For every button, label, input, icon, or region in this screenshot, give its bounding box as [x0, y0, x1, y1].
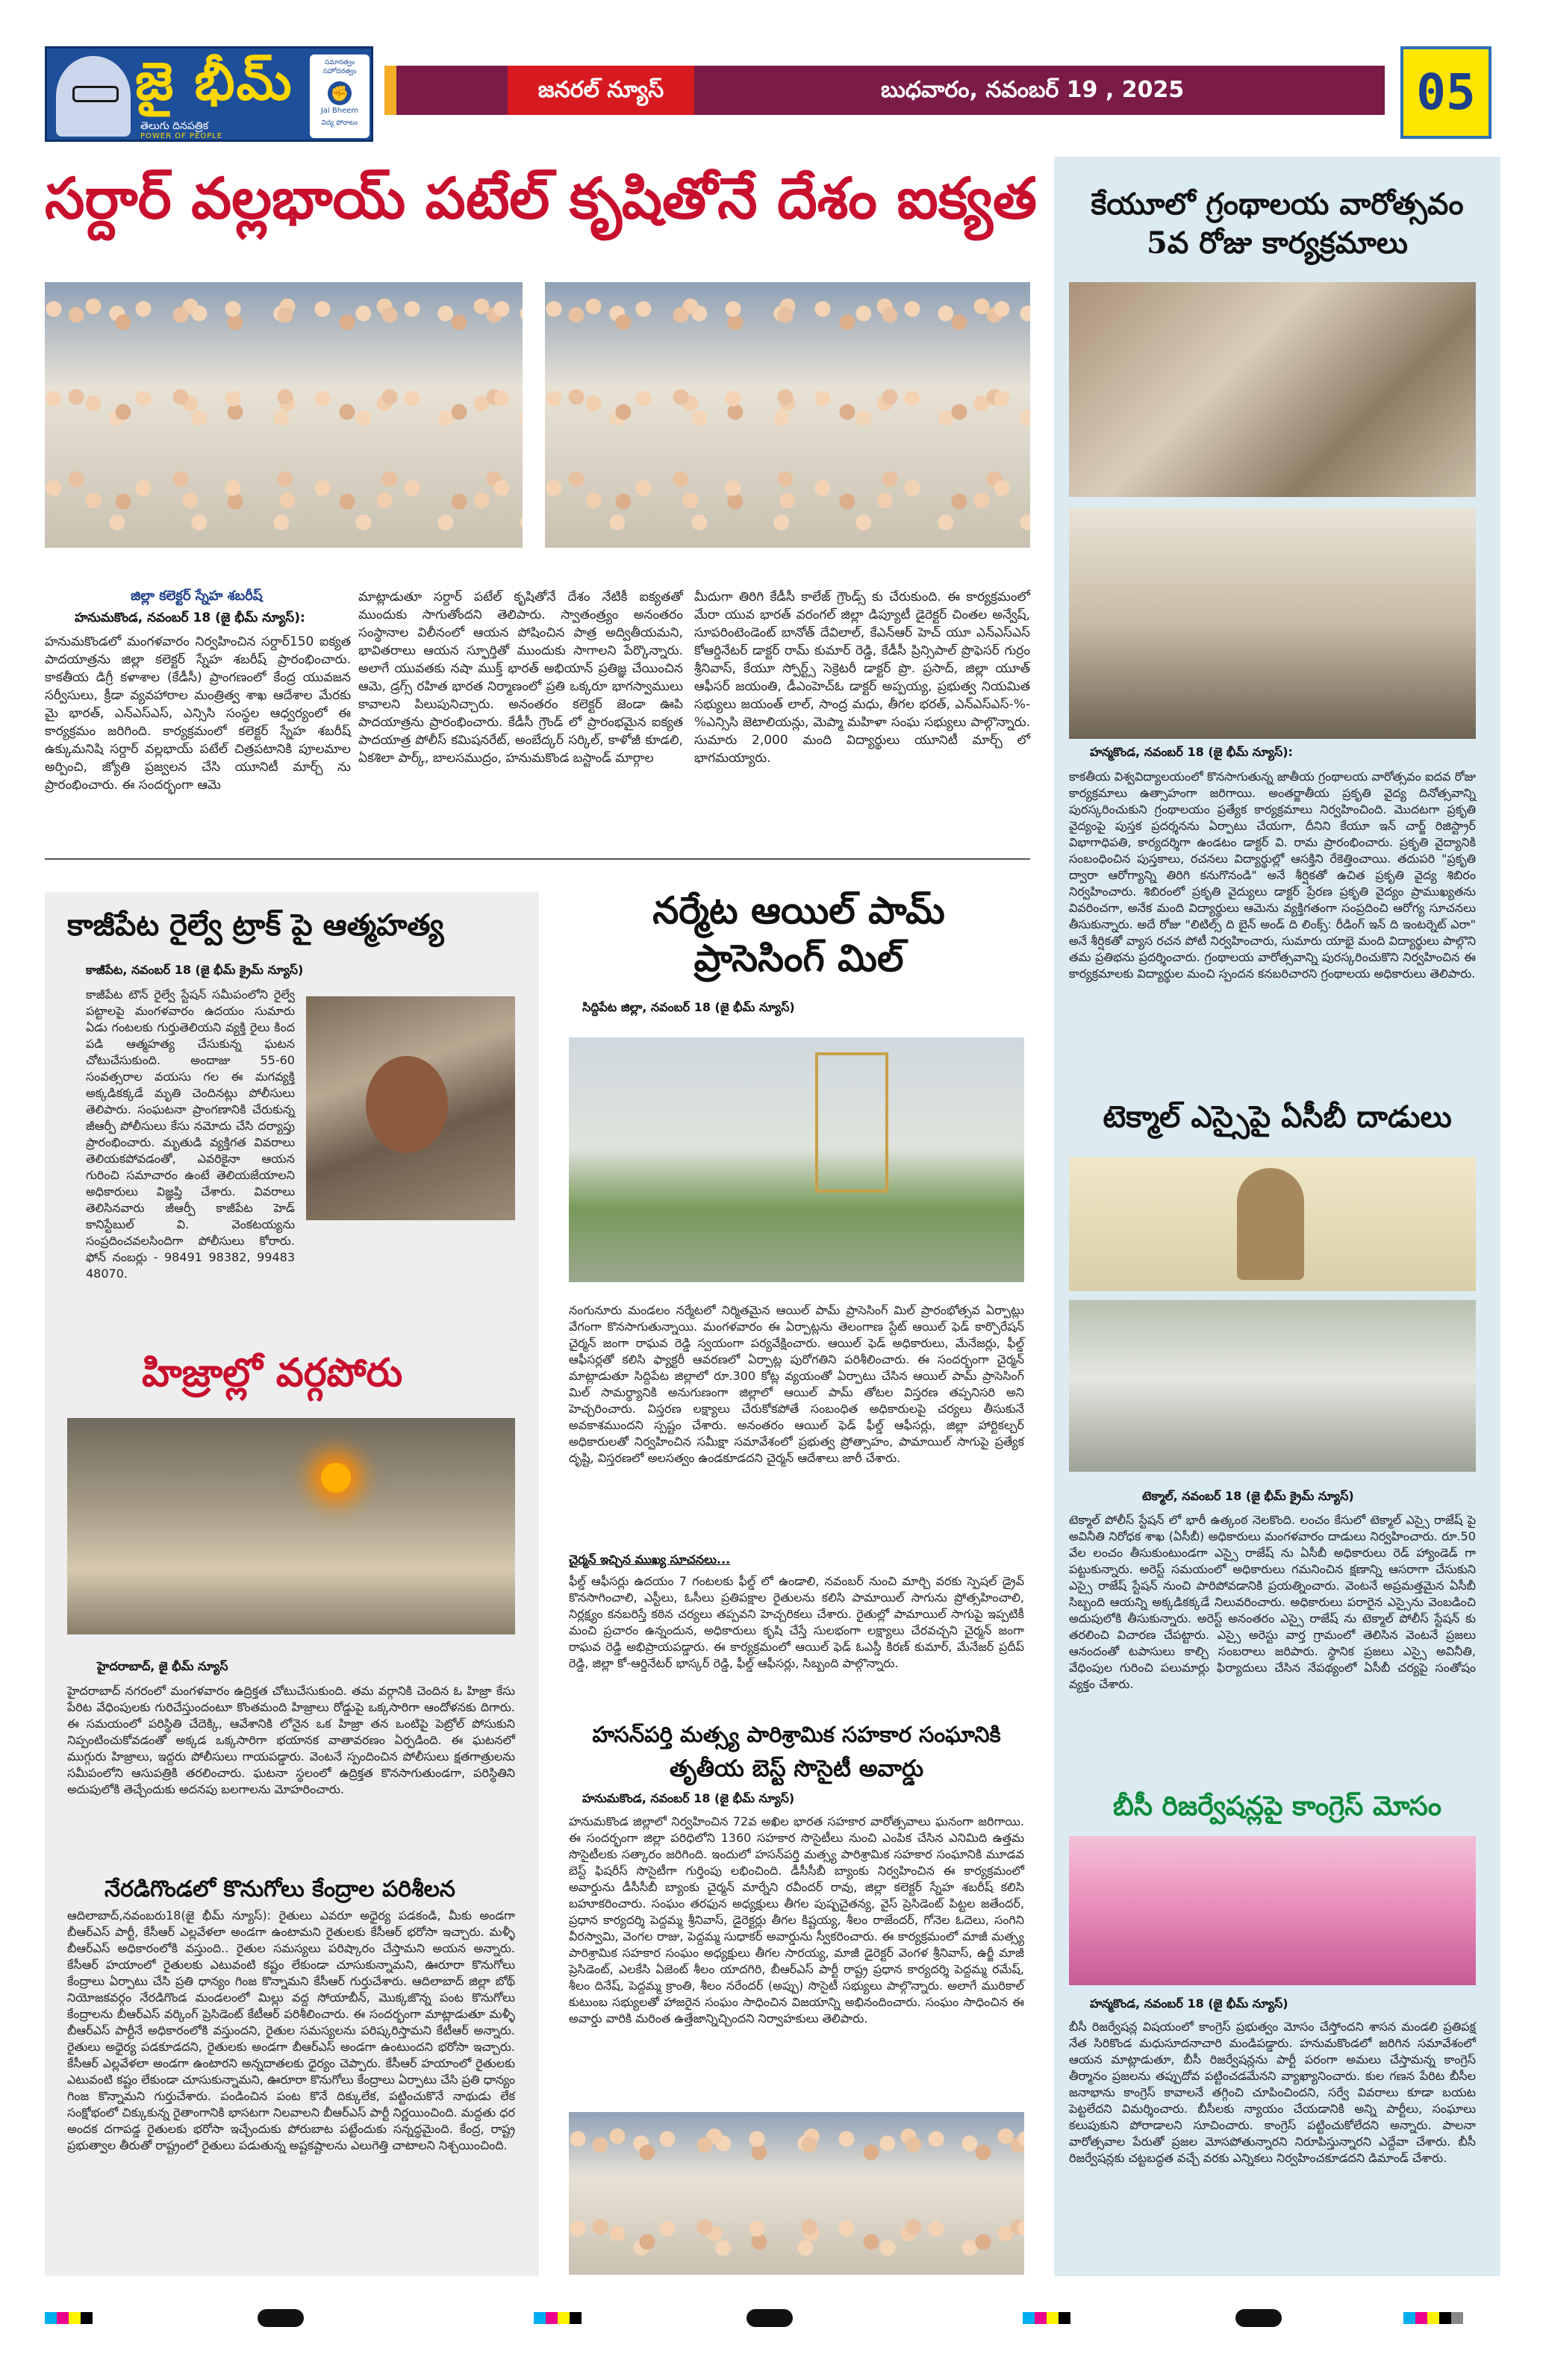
- suicide-body: కాజీపేట టౌన్ రైల్వే స్టేషన్ సమీపంలోని రైల్వే పట్టాలపై మంగళవారం ఉదయం సుమారు ఏడు గంటలకు గుర్తుతెలియని వ్యక్తి రైలు కింద పడి ఆత్మహత్య చేసుకున్న ఘటన చోటుచేసుకుంది. అందాజు 55-60 సంవత్సరాల వయసు గల ఈ మగవ్యక్తి అక్కడికక్కడే మృతి చెందినట్లు పోలీసులు తెలిపారు. సంఘటనా ప్రాంగణానికి చేరుకున్న జీఆర్పీ పోలీసులు కేసు నమోదు చేసి దర్యాప్తు ప్రారంభించారు. మృతుడి వ్యక్తిగత వివరాలు తెలియకపోవడంతో, ఎవరికైనా ఆయన గురించి సమాచారం ఉంటే తెలియజేయాలని అధికారులు విజ్ఞప్తి చేశారు. వివరాలు తెలిసినవారు జీఆర్పీ కాజీపేట హెడ్ కానిస్టేబుల్ వి. వెంకటయ్యను సంప్రదించవలసిందిగా పోలీసులు కోరారు. ఫోన్ నంబర్లు - 98491 98382, 99483 48070.: [86, 987, 295, 1281]
- suicide-headline: కాజీపేట రైల్వే ట్రాక్ పై ఆత్మహత్య: [67, 908, 444, 943]
- library-headline-line2: 5వ రోజు కార్యక్రమాలు: [1147, 225, 1408, 260]
- logo-name: జై భీమ్: [135, 50, 293, 112]
- fisheries-headline-line1: హసన్‌పర్తి మత్స్య పారిశ్రామిక సహకార సంఘానికి: [592, 1722, 1001, 1747]
- emblem-name: Jai Bheem: [320, 107, 359, 115]
- logo-tagline: తెలుగు దినపత్రిక: [140, 120, 209, 132]
- fisheries-dateline: హనుమకొండ, నవంబర్ 18 (జై భీమ్ న్యూస్): [582, 1791, 795, 1805]
- oilpalm-headline: నర్మేట ఆయిల్ పామ్ ప్రాసెసింగ్ మిల్: [652, 888, 945, 980]
- ambedkar-portrait-icon: [56, 56, 131, 137]
- section-category: జనరల్ న్యూస్: [508, 66, 694, 115]
- hijra-headline: హిజ్రాల్లో వర్గపోరు: [142, 1350, 403, 1396]
- oilpalm-subhead: చైర్మన్ ఇచ్చిన ముఖ్య సూచనలు...: [569, 1552, 731, 1567]
- hijra-photo: [67, 1418, 515, 1634]
- fisheries-headline-line2: తృతీయ బెస్ట్ సొసైటీ అవార్డు: [669, 1755, 924, 1782]
- bc-dateline: హన్మకొండ, నవంబర్ 18 (జై భీమ్ న్యూస్): [1090, 1996, 1288, 2011]
- library-photo-1: [1069, 282, 1476, 497]
- fisheries-body: హనుమకొండ జిల్లాలో నిర్వహించిన 72వ అఖిల భారత సహకార వారోత్సవాలు ఘనంగా జరిగాయి. ఈ సందర్భంగా జిల్లా పరిధిలోని 1360 సహకార సొసైటీలు నుంచి ఎంపిక చేసిన ఎనిమిది ఉత్తమ సొసైటీలకు సత్కారం జరిగింది. ఇందులో హసన్‌పర్తి మత్స్య పారిశ్రామిక సహకార సంఘానికి మూడవ బెస్ట్ ఫిషరీస్ సొసైటీగా గుర్తింపు లభించింది. డీసీసీబీ బ్యాంకు నిర్వహించిన ఈ కార్యక్రమంలో అవార్డును డీసీసీబీ బ్యాంకు చైర్మన్ మార్నేని రవీందర్ రావు, జిల్లా కలెక్టర్ స్నేహ శబరీష్ కలిసి బహూకరించారు. సంఘం తరఫున అధ్యక్షులు తీగల పుష్పచైతన్య, వైస్ ప్రెసిడెంట్ పిట్టల జతేందర్, ప్రధాన కార్యదర్శి పెద్దమ్మ శ్రీనివాస్, డైరెక్టర్లు తీగల కిష్టయ్య, శీలం రాజేందర్, గోనెల ఓదెలు, సంగిని వీరస్వామి, వెంగల రాజు, పెద్దమ్మ సుధాకర్ అవార్డును స్వీకరించారు. ఈ కార్యక్రమంలో మాజీ మత్స్య పారిశ్రామిక సహకార సంఘం అధ్యక్షులు తీగల సారయ్య, మాజీ డైరెక్టర్ వెంగళ శ్రీనివాస్, ఉర్జీ మాజీ ప్రెసిడెంట్, ఎలకేసి ఏజెంట్ శీలం యాదగిరి, బీఆర్ఎస్ పార్టీ రాష్ట్ర ప్రధాన కార్యదర్శి పెద్దమ్మ రమేష్, శీలం దినేష్, పెద్దమ్మ క్రాంతి, శీలం నరేందర్ (అప్పు) సొసైటీ సభ్యులు పాల్గొన్నారు. అలాగే మురికాల్ కుటుంబ సభ్యులతో హాజరైన సంఘం సాధించిన విజయాన్ని అభినందించారు. సంఘం సాధించిన ఈ అవార్డు వారికి మరింత ఉత్తేజాన్నిచ్చిందని నిర్వాహకులు తెలిపారు.: [569, 1814, 1024, 2026]
- acb-crackers-photo: [1069, 1300, 1476, 1472]
- acb-body: టెక్మాల్ పోలీస్ స్టేషన్ లో భారీ ఉత్కంఠ నెలకొంది. లంచం కేసులో టెక్మాల్ ఎస్సై రాజేష్ పై అవినీతి నిరోధక శాఖ (ఏసీబీ) అధికారులు మంగళవారం దాడులు నిర్వహించారు. రూ.50 వేల లంచం తీసుకుంటుండగా ఎస్సై రాజేష్ ను ఏసీబీ అధికారులు రెడ్ హ్యాండెడ్ గా పట్టుకున్నారు. అరెస్ట్ సమయంలో అధికారులు గమనించిన క్షణాన్ని ఆసరాగా చేసుకుని ఎస్సై రాజేష్ స్టేషన్ నుంచి పారిపోవడానికి ప్రయత్నించారు. వెంటనే అప్రమత్తమైన ఏసీబీ సిబ్బంది ఆయన్ని అక్కడికక్కడే నిలువరించారు. అధికారులు పరారైన ఎస్సైను వెంబడించి అదుపులోకి తీసుకున్నారు. అరెస్ట్ అనంతరం ఎస్సై రాజేష్ ను టెక్మాల్ పోలీస్ స్టేషన్ కు తరలించి విచారణ చేపట్టారు. ఎస్సై అరెస్టు వార్త గ్రామంలో తెలిసిన వెంటనే ప్రజలు ఆనందంతో టపాసులు కాల్చి సంబరాలు జరిపారు. స్థానిక ప్రజలు ఎస్సై అవినీతి, వేధింపుల గురించి పలుమార్లు ఫిర్యాదులు చేసిన నేపథ్యంలో ఏసీబీ చర్యపై సంతోషం వ్యక్తం చేశారు.: [1069, 1513, 1476, 1691]
- lead-headline: సర్దార్ వల్లభాయ్ పటేల్ కృషితోనే దేశం ఐక్యత: [45, 165, 1037, 231]
- bc-headline: బీసీ రిజర్వేషన్లపై కాంగ్రెస్ మోసం: [1112, 1790, 1442, 1822]
- lead-dateline: హనుమకొండ, నవంబర్ 18 (జై భీమ్ న్యూస్):: [75, 610, 305, 625]
- lead-photo-march: [545, 282, 1030, 548]
- registration-mark-1: [258, 2309, 304, 2327]
- si-portrait-icon: [1237, 1168, 1304, 1280]
- oilpalm-dateline: సిద్దిపేట జిల్లా, నవంబర్ 18 (జై భీమ్ న్యూస్): [582, 1000, 795, 1014]
- procurement-headline: నేరడిగొండలో కొనుగోలు కేంద్రాల పరిశీలన: [105, 1876, 455, 1902]
- fisheries-award-photo: [569, 2112, 1024, 2275]
- acb-si-photo: [1069, 1157, 1476, 1291]
- lead-divider: [45, 858, 1030, 860]
- suicide-dateline: కాజీపేట, నవంబర్ 18 (జై భీమ్ క్రైమ్ న్యూస్): [86, 963, 304, 977]
- oilpalm-photo: [569, 1037, 1024, 1282]
- oilpalm-body: నంగునూరు మండలం నర్మేటలో నిర్మితమైన ఆయిల్ పామ్ ప్రాసెసింగ్ మిల్ ప్రారంభోత్సవ ఏర్పాట్లు వేగంగా కొనసాగుతున్నాయి. మంగళవారం ఈ ఏర్పాట్లను తెలంగాణ స్టేట్ ఆయిల్ ఫెడ్ కార్పొరేషన్ చైర్మన్ జంగా రాఘవ రెడ్డి స్వయంగా పర్యవేక్షించారు. ఆయిల్ ఫెడ్ అధికారులు, మేనేజర్లు, ఫీల్డ్ ఆఫీసర్లతో కలిసి ఫ్యాక్టరీ ఆవరణలో ఏర్పాట్ల పురోగతిని పరిశీలించారు. ఈ సందర్భంగా చైర్మన్ మాట్లాడుతూ సిద్దిపేట జిల్లాలో రూ.300 కోట్ల వ్యయంతో ఏర్పాటు చేసిన ఆయిల్ పామ్ ప్రాసెసింగ్ మిల్ సామర్థ్యానికి అనుగుణంగా జిల్లాలో ఆయిల్ పామ్ తోటల విస్తరణ తప్పనిసరి అని హెచ్చరించారు. విస్తరణ లక్ష్యాలు చేరుకోకపోతే సంబంధిత అధికారులపై చర్యలు తీసుకునే అవకాశముందని స్పష్టం చేశారు. అనంతరం ఆయిల్ ఫెడ్ ఫీల్డ్ ఆఫీసర్లు, జిల్లా హార్టికల్చర్ అధికారులతో నిర్వహించిన సమీక్షా సమావేశంలో ప్రభుత్వ ప్రోత్సాహం, పామాయిల్ సాగుపై ప్రత్యేక దృష్టి, విస్తరణలో అలసత్వం ఉండకూడదని చైర్మన్ ఆదేశాలు జారీ చేశారు.: [569, 1303, 1024, 1465]
- lead-photo-collector: [45, 282, 523, 548]
- color-bar-left: [45, 2312, 93, 2324]
- lead-photo-caption: జిల్లా కలెక్టర్ స్నేహ శబరీష్: [131, 588, 263, 604]
- color-bar-center: [534, 2312, 582, 2324]
- emblem-bottom-text: విద్య పోరాటం: [321, 119, 358, 127]
- library-photo-2: [1069, 507, 1476, 739]
- emblem-circle-icon: ✊: [328, 81, 352, 105]
- acb-headline: టెక్మాల్ ఎస్సైపై ఏసీబీ దాడులు: [1103, 1099, 1452, 1134]
- registration-mark-3: [1235, 2309, 1282, 2327]
- issue-date: బుధవారం, నవంబర్ 19 , 2025: [881, 77, 1185, 103]
- hijra-dateline: హైదరాబాద్, జై భీమ్ న్యూస్: [97, 1659, 228, 1673]
- library-dateline: హన్మకొండ, నవంబర్ 18 (జై భీమ్ న్యూస్):: [1090, 745, 1293, 759]
- bc-body: బీసీ రిజర్వేషన్ల విషయంలో కాంగ్రెస్ ప్రభుత్వం మోసం చేస్తోందని శాసన మండలి ప్రతిపక్ష నేత సిరికొండ మధుసూదనాచారి మండిపడ్డారు. హనుమకొండలో జరిగిన సమావేశంలో ఆయన మాట్లాడుతూ, బీసీ రిజర్వేషన్లను పార్టీ పరంగా అమలు చేస్తామన్న కాంగ్రెస్ తీర్మానం ప్రజలను తప్పుదోవ పట్టించడమేనని వ్యాఖ్యానించారు. కుల గణన పేరిట బీసీల జనాభాను కాంగ్రెస్ కావాలనే తగ్గించి చూపించిందని, సర్వే వివరాలు కూడా బయట పెట్టలేదని విమర్శించారు. బీసీలకు న్యాయం చేయడానికి అన్ని పార్టీలు, సంఘాలు కలుపుకుని పోరాడాలని సూచించారు. కాంగ్రెస్ పట్టించుకోలేదని అన్నారు. పాలనా వారోత్సవాల పేరుతో ప్రజల మోసపోతున్నారని నిరూపిస్తున్నారని ఎద్దేవా చేశారు. బీసీ రిజర్వేషన్లకు చట్టబద్ధత వచ్చే వరకు ఎన్నికలు నిర్వహించకూడదని డిమాండ్ చేశారు.: [1069, 2020, 1476, 2165]
- scaffold-icon: [815, 1052, 888, 1193]
- victim-face-icon: [366, 1056, 448, 1153]
- header-ribbon-accent: [384, 66, 396, 115]
- procurement-body: ఆదిలాబాద్,నవంబరు18(జై భీమ్ న్యూస్): రైతులు ఎవరూ అధైర్య పడకండి, మీకు అండగా బీఆర్ఎస్ పార్టీ, కేసీఆర్ ఎల్లవేళలా అండగా ఉంటామని రైతులకు కేసీఆర్ భరోసా ఇచ్చారు. మళ్ళీ బీఆర్ఎస్ అధికారంలోకి వస్తుంది.. రైతుల సమస్యలు పరిష్కారం చేస్తామని అయన అన్నారు. కేసీఆర్ హయాంలో రైతులకు ఎటువంటి కష్టం లేకుండా చూసుకున్నామని, ఊరూరా కొనుగోలు కేంద్రాలు ఏర్పాటు చేసి ప్రతి ధాన్యం గింజ కొన్నామని కేసీఆర్ గుర్తుచేశారు. ఆదిలాబాద్ జిల్లా బోథ్ నియోజకవర్గం నేరడిగొండ మండలంలో మిల్లు వద్ద సోయాబీన్, మొక్కజొన్న పంట కొనుగోలు కేంద్రాలను బీఆర్ఎస్ వర్కింగ్ ప్రెసిడెంట్ కేటీఆర్ పరిశీలించారు. ఈ సందర్భంగా మాట్లాడుతూ మళ్ళీ బీఆర్ఎస్ పార్టీనే అధికారంలోకి వస్తుందని, రైతుల సమస్యలను పరిష్కరిస్తామని కేటీఆర్ అన్నారు. రైతులు అధైర్య పడకూడదని, రైతులకు అండగా బీఆర్ఎస్ అండగా ఉంటుందని భరోసా ఇచ్చారు. కేసీఆర్ ఎల్లవేళలా అండగా ఉంటారని అన్నదాతలకు ధైర్యం చెప్పారు. కేసీఆర్ హయాంలో రైతులకు ఎటువంటి కష్టం లేకుండా చూసుకున్నామని, ఊరూరా కొనుగోలు కేంద్రాలు ఏర్పాటు చేసి ప్రతి ధాన్యం గింజ కొన్నామని గుర్తుచేశారు. పండించిన పంట కొనే దిక్కులేక, పట్టించుకొనే నాథుడు లేక సంక్షోభంలో చిక్కుకున్న రైతాంగానికి భాసటగా నిలవాలని బీఆర్ఎస్ పార్టీ నిర్ణయించింది. మద్దతు ధర అందక దగాపడ్డ రైతులకు భరోసా ఇచ్చేందుకు పోరుబాట పట్టేందుకు సన్నద్ధమైంది. కేంద్ర, రాష్ట్ర ప్రభుత్వాల తీరుతో రాష్ట్రంలో రైతులు పడుతున్న అష్టకష్టాలను ఎలుగెత్తి చాటాలని నిశ్చయించింది.: [67, 1908, 515, 2152]
- logo-emblem: [310, 54, 370, 138]
- suicide-photo: [306, 996, 515, 1220]
- hijra-body: హైదరాబాద్ నగరంలో మంగళవారం ఉద్రిక్తత చోటుచేసుకుంది. తమ వర్గానికి చెందిన ఓ హిజ్రా కేసు పేరిట వేధింపులకు గురిచేస్తుందంటూ కొంతమంది హిజ్రాలు రోడ్డుపై ఒక్కసారిగా ఆందోళనకు దిగారు. ఈ సమయంలో పరిస్థితి చేదెక్కి, ఆవేశానికి లోనైన ఒక హిజ్రా తన ఒంటిపై పెట్రోల్ పోసుకుని నిప్పంటించుకోవడంతో అక్కడ ఒక్కసారిగా భయానక వాతావరణం ఏర్పడింది. ఈ ఘటనలో ముగ్గురు హిజ్రాలు, ఇద్దరు పోలీసులు గాయపడ్డారు. వెంటనే స్పందించిన పోలీసులు క్షతగాత్రులను సమీపంలోని ఆసుపత్రికి తరలించారు. ఘటనా స్థలంలో ఉద్రిక్తత కొనసాగుతుండగా, పరిస్థితిని అదుపులోకి తెచ్చేందుకు అదనపు బలగాలను మోహరించారు.: [67, 1684, 515, 1796]
- library-headline-line1: కేయూలో గ్రంథాలయ వారోత్సవం: [1091, 187, 1464, 222]
- logo-power: POWER OF PEOPLE: [140, 132, 223, 140]
- registration-mark-2: [746, 2309, 793, 2327]
- bc-press-photo: [1069, 1836, 1476, 1985]
- lead-body-col1: హనుమకొండలో మంగళవారం నిర్వహించిన సర్దార్150 ఐక్యత పాదయాత్రను జిల్లా కలెక్టర్ స్నేహ శబరీష్ ప్రారంభించారు. కాకతీయ డిగ్రీ కళాశాల (కేడీసీ) ప్రాంగణంలో కేంద్ర యువజన సర్వీసులు, క్రీడా వ్యవహారాల మంత్రిత్వ శాఖ ఆదేశాల మేరకు మై భారత్, ఎన్ఎస్ఎస్, ఎన్సిసి సంస్థల ఆధ్వర్యంలో ఈ కార్యక్రమం జరిగింది. కార్యక్రమంలో కలెక్టర్ స్నేహ శబరీష్ ఉక్కుమనిషి సర్దార్ వల్లభాయ్ పటేల్ చిత్రపటానికి పూలమాల అర్పించి, జ్యోతి ప్రజ్వలన చేసి యూనిటీ మార్చ్ ను ప్రారంభించారు. ఈ సందర్భంగా ఆమె: [45, 634, 351, 793]
- lead-body-col2: మాట్లాడుతూ సర్దార్ పటేల్ కృషితోనే దేశం నేటికీ ఐక్యతతో ముందుకు సాగుతోందని తెలిపారు. స్వాతంత్ర్యం అనంతరం సంస్థానాల విలీనంలో ఆయన పోషించిన పాత్ర అద్వితీయమని, భావితరాలు ఆయన స్ఫూర్తితో ముందుకు సాగాలని పేర్కొన్నారు. అలాగే యువతకు నషా ముక్త్ భారత్ అభియాన్ ప్రతిజ్ఞ చేయించిన ఆమె, డ్రగ్స్ రహిత భారత నిర్మాణంలో ప్రతి ఒక్కరూ భాగస్వాములు కావాలని పిలుపునిచ్చారు. అనంతరం కలెక్టర్ జెండా ఊపి పాదయాత్రను ప్రారంభించారు. కేడీసీ గ్రౌండ్ లో ప్రారంభమైన ఐక్యత పాదయాత్ర పోలీస్ కమిషనరేట్, అంబేద్కర్ సర్కిల్, కాళోజీ కూడలి, ఏకశిలా పార్క్, బాలసముద్రం, హనుమకొండ బస్టాండ్ మార్గాల: [358, 590, 683, 766]
- lead-body-col3: మీదుగా తిరిగి కేడీసీ కాలేజ్ గ్రౌండ్స్ కు చేరుకుంది. ఈ కార్యక్రమంలో మేరా యువ భారత్ వరంగల్ జిల్లా డిప్యూటీ డైరెక్టర్ చింతల అన్వేష్, సూపరింటెండెంట్ బానోత్ దేవిలాల్, కేఎన్ఆర్ హెచ్ యూ ఎన్ఎస్ఎస్ కోఆర్డినేటర్ డాక్టర్ రామ్ కుమార్ రెడ్డి, కేడీసీ ప్రిన్సిపాల్ ప్రొఫెసర్ గుర్రం శ్రీనివాస్, కేయూ స్పోర్ట్స్ సెక్రెటరీ డాక్టర్ ప్రొ. ప్రసాద్, జిల్లా యూత్ ఆఫీసర్ జయంతి, డీఎంహెచ్ఓ డాక్టర్ అప్పయ్య, ప్రభుత్వ నియమిత సభ్యులు జయంత్ లాల్, సాంద్ర మధు, తీగల భరత్, ఎన్ఎస్ఎస్-%-%ఎన్సిసి జెటాలియన్లు, మెప్మా మహిళా సంఘ సభ్యులు పాల్గొన్నారు. సుమారు 2,000 మంది విద్యార్థులు యూనిటీ మార్చ్ లో భాగమయ్యారు.: [694, 590, 1030, 766]
- color-bar-right: [1023, 2312, 1070, 2324]
- page-number: 05: [1400, 46, 1491, 139]
- emblem-top-text: సమానత్వం సహోదరత్వం: [322, 59, 357, 75]
- acb-dateline: టెక్మాల్, నవంబర్ 18 (జై భీమ్ క్రైమ్ న్యూస్): [1142, 1489, 1354, 1503]
- fire-icon: [321, 1463, 351, 1493]
- color-bar-far-right: [1403, 2312, 1463, 2324]
- library-body: కాకతీయ విశ్వవిద్యాలయంలో కొనసాగుతున్న జాతీయ గ్రంథాలయ వారోత్సవం ఐదవ రోజు కార్యక్రమాలు ఉత్సాహంగా జరిగాయి. అంతర్జాతీయ ప్రకృతి వైద్య దినోత్సవాన్ని పురస్కరించుకుని గ్రంథాలయం ప్రత్యేక కార్యక్రమాలు నిర్వహించింది. మొదటగా ప్రకృతి వైద్యంపై పుస్తక ప్రదర్శనను ఏర్పాటు చేయగా, దీనిని కేయూ ఇన్ చార్జ్ రిజిస్ట్రార్ విభాగాధిపతి, కార్యదర్శిగా ఉండటం డాక్టర్ వి. రామ ప్రారంభించారు. ప్రకృతి వైద్యానికి సంబంధించిన పుస్తకాలు, రచనలు విద్యార్థుల్లో ఆసక్తిని రేకెత్తించాయి. తదుపరి "ప్రకృతి ద్వారా ఆరోగ్యాన్ని తిరిగి కనుగొనండి" అనే శీర్షికతో ఉచిత ప్రకృతి వైద్య శిబిరం నిర్వహించారు. శిబిరంలో ప్రకృతి వైద్యులు డాక్టర్ ప్రేరణ ప్రకృతి వైద్యం ప్రాముఖ్యతను వివరించగా, అనేక మంది విద్యార్థులు ఆమెను వ్యక్తిగతంగా సంప్రదించి ఆరోగ్య సూచనలు తీసుకున్నారు. అదే రోజు "లిటిల్స్ ది బైన్ అండ్ ది లింక్స్: రీడింగ్ ఇన్ ది ఇంటర్నెట్ ఎరా" అనే శీర్షికతో వ్యాస రచన పోటీ నిర్వహించారు, సుమారు యాభై మంది విద్యార్థులు పాల్గొని తమ ప్రతిభను ప్రదర్శించారు. గ్రంథాలయ వారోత్సవాన్ని పురస్కరించుకొని నిర్వహించిన ఈ కార్యక్రమాలకు విద్యార్థుల మంచి స్పందన కనబరిచారని గ్రంథాలయ అధికారులు తెలిపారు.: [1069, 769, 1476, 981]
- oilpalm-body2: ఫీల్డ్ ఆఫీసర్లు ఉదయం 7 గంటలకు ఫీల్డ్ లో ఉండాలి, నవంబర్ నుంచి మార్చి వరకు స్పెషల్ డ్రైవ్ కొనసాగించాలి, ఎస్టీలు, ఓసీలు ప్రతిపక్షాల రైతులను కలిసి పామాయిల్ సాగును ప్రోత్సహించాలి, నిర్లక్ష్యం కనబరిస్తే కఠిన చర్యలు తప్పవని హెచ్చరికలు చేశారు. రైతుల్లో పామాయిల్ సాగుపై ఇప్పటికీ మంచి ప్రచారం ఉన్నందున, అధికారులు కృషి చేస్తే సులభంగా లక్ష్యాలు చేరవచ్చని చైర్మన్ జంగా రాఘవ రెడ్డి అభిప్రాయపడ్డారు. ఈ కార్యక్రమంలో ఆయిల్ ఫెడ్ ఓఎస్డీ కిరణ్ కుమార్, మేనేజర్ ప్రదీప్ రెడ్డి, జిల్లా కో-ఆర్డినేటర్ భాస్కర్ రెడ్డి, ఫీల్డ్ ఆఫీసర్లు, సిబ్బంది పాల్గొన్నారు.: [569, 1574, 1024, 1670]
- masthead-logo: [45, 46, 373, 142]
